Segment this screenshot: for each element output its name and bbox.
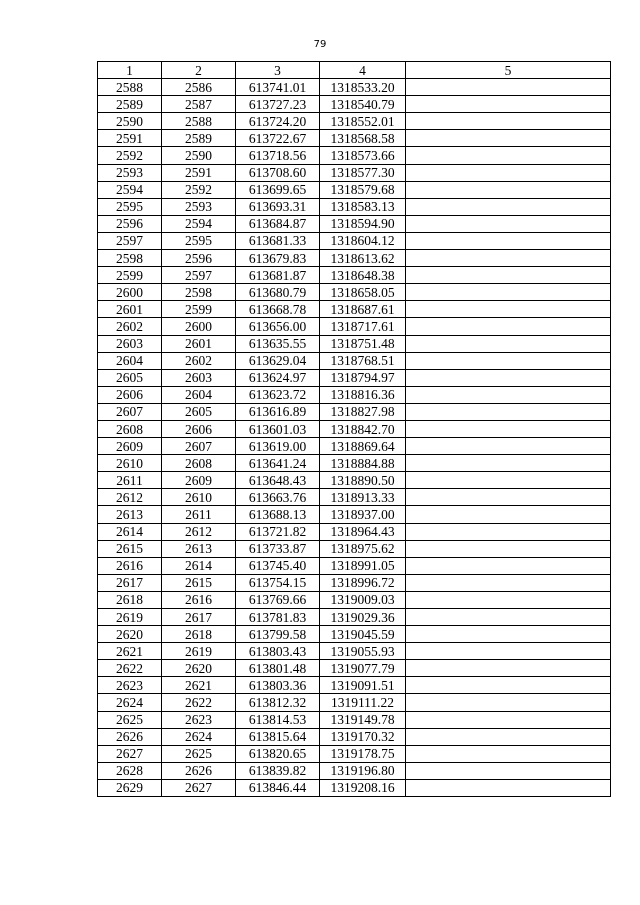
table-cell-col-1: 2599 — [98, 267, 162, 284]
table-cell-col-5 — [406, 506, 611, 523]
table-cell-col-1: 2615 — [98, 540, 162, 557]
table-row — [98, 130, 611, 147]
table-cell-col-5 — [406, 403, 611, 420]
table-cell-col-4: 1318890.50 — [320, 472, 406, 489]
table-cell-col-2: 2623 — [162, 711, 236, 728]
table-cell-col-2: 2618 — [162, 626, 236, 643]
table-row — [98, 369, 611, 386]
table-row — [98, 198, 611, 215]
table-cell-col-2: 2592 — [162, 181, 236, 198]
table-cell-col-5 — [406, 472, 611, 489]
table-row — [98, 420, 611, 437]
table-cell-col-2: 2627 — [162, 779, 236, 796]
table-cell-col-2: 2593 — [162, 198, 236, 215]
table-row — [98, 403, 611, 420]
table-cell-col-4: 1318568.58 — [320, 130, 406, 147]
table-row — [98, 557, 611, 574]
table-cell-col-5 — [406, 284, 611, 301]
table-cell-col-5 — [406, 574, 611, 591]
table-cell-col-3: 613781.83 — [236, 609, 320, 626]
table-row — [98, 660, 611, 677]
table-cell-col-1: 2602 — [98, 318, 162, 335]
table-cell-col-4: 1318687.61 — [320, 301, 406, 318]
table-row — [98, 779, 611, 796]
table-cell-col-1: 2614 — [98, 523, 162, 540]
table-cell-col-3: 613839.82 — [236, 762, 320, 779]
table-row — [98, 711, 611, 728]
table-cell-col-3: 613803.36 — [236, 677, 320, 694]
table-row — [98, 609, 611, 626]
table-cell-col-3: 613663.76 — [236, 489, 320, 506]
table-cell-col-3: 613619.00 — [236, 438, 320, 455]
table-cell-col-3: 613745.40 — [236, 557, 320, 574]
table-cell-col-5 — [406, 626, 611, 643]
table-row — [98, 506, 611, 523]
table-cell-col-3: 613624.97 — [236, 369, 320, 386]
table-cell-col-3: 613629.04 — [236, 352, 320, 369]
table-cell-col-2: 2597 — [162, 267, 236, 284]
table-cell-col-1: 2588 — [98, 79, 162, 96]
table-cell-col-2: 2619 — [162, 643, 236, 660]
table-cell-col-4: 1318579.68 — [320, 181, 406, 198]
table-cell-col-4: 1319045.59 — [320, 626, 406, 643]
table-cell-col-5 — [406, 711, 611, 728]
table-cell-col-2: 2614 — [162, 557, 236, 574]
table-row — [98, 438, 611, 455]
table-cell-col-1: 2622 — [98, 660, 162, 677]
table-cell-col-1: 2628 — [98, 762, 162, 779]
table-cell-col-2: 2616 — [162, 591, 236, 608]
table-cell-col-1: 2590 — [98, 113, 162, 130]
table-cell-col-1: 2592 — [98, 147, 162, 164]
table-cell-col-3: 613656.00 — [236, 318, 320, 335]
table-cell-col-5 — [406, 728, 611, 745]
table-cell-col-3: 613754.15 — [236, 574, 320, 591]
table-row — [98, 335, 611, 352]
table-cell-col-4: 1319196.80 — [320, 762, 406, 779]
table-cell-col-1: 2597 — [98, 232, 162, 249]
table-cell-col-4: 1318533.20 — [320, 79, 406, 96]
table-cell-col-5 — [406, 591, 611, 608]
table-row — [98, 472, 611, 489]
table-cell-col-1: 2605 — [98, 369, 162, 386]
table-cell-col-5 — [406, 386, 611, 403]
table-cell-col-4: 1318613.62 — [320, 250, 406, 267]
table-cell-col-4: 1318913.33 — [320, 489, 406, 506]
table-cell-col-2: 2610 — [162, 489, 236, 506]
table-cell-col-3: 613641.24 — [236, 455, 320, 472]
table-cell-col-4: 1319009.03 — [320, 591, 406, 608]
table-cell-col-4: 1319208.16 — [320, 779, 406, 796]
table-row — [98, 301, 611, 318]
table-cell-col-2: 2613 — [162, 540, 236, 557]
table-cell-col-1: 2617 — [98, 574, 162, 591]
table-cell-col-4: 1319170.32 — [320, 728, 406, 745]
table-cell-col-4: 1319149.78 — [320, 711, 406, 728]
table-row — [98, 489, 611, 506]
table-cell-col-1: 2594 — [98, 181, 162, 198]
table-row — [98, 96, 611, 113]
table-cell-col-2: 2624 — [162, 728, 236, 745]
table-cell-col-1: 2606 — [98, 386, 162, 403]
table-row — [98, 455, 611, 472]
table-cell-col-2: 2604 — [162, 386, 236, 403]
table-cell-col-5 — [406, 369, 611, 386]
table-cell-col-1: 2619 — [98, 609, 162, 626]
table-row — [98, 540, 611, 557]
table-cell-col-5 — [406, 540, 611, 557]
table-cell-col-1: 2616 — [98, 557, 162, 574]
table-cell-col-2: 2586 — [162, 79, 236, 96]
table-cell-col-3: 613668.78 — [236, 301, 320, 318]
table-cell-col-3: 613733.87 — [236, 540, 320, 557]
table-cell-col-4: 1318991.05 — [320, 557, 406, 574]
table-cell-col-3: 613680.79 — [236, 284, 320, 301]
table-cell-col-3: 613846.44 — [236, 779, 320, 796]
table-cell-col-3: 613679.83 — [236, 250, 320, 267]
table-cell-col-3: 613648.43 — [236, 472, 320, 489]
table-cell-col-2: 2602 — [162, 352, 236, 369]
table-cell-col-4: 1318827.98 — [320, 403, 406, 420]
table-cell-col-5 — [406, 489, 611, 506]
table-row — [98, 591, 611, 608]
table-cell-col-3: 613708.60 — [236, 164, 320, 181]
table-cell-col-5 — [406, 318, 611, 335]
table-cell-col-1: 2625 — [98, 711, 162, 728]
table-cell-col-3: 613799.58 — [236, 626, 320, 643]
table-cell-col-1: 2612 — [98, 489, 162, 506]
table-cell-col-4: 1318842.70 — [320, 420, 406, 437]
table-cell-col-5 — [406, 557, 611, 574]
table-row — [98, 181, 611, 198]
table-cell-col-5 — [406, 523, 611, 540]
table-cell-col-4: 1318964.43 — [320, 523, 406, 540]
table-header-row — [98, 62, 611, 79]
table-cell-col-1: 2629 — [98, 779, 162, 796]
table-row — [98, 677, 611, 694]
table-cell-col-3: 613684.87 — [236, 215, 320, 232]
table-cell-col-1: 2598 — [98, 250, 162, 267]
table-cell-col-1: 2603 — [98, 335, 162, 352]
table-cell-col-3: 613727.23 — [236, 96, 320, 113]
table-cell-col-2: 2599 — [162, 301, 236, 318]
table-cell-col-1: 2593 — [98, 164, 162, 181]
table-cell-col-4: 1319178.75 — [320, 745, 406, 762]
table-row — [98, 250, 611, 267]
table-cell-col-5 — [406, 113, 611, 130]
table-body — [98, 79, 611, 797]
table-cell-col-5 — [406, 335, 611, 352]
table-cell-col-2: 2600 — [162, 318, 236, 335]
table-cell-col-2: 2617 — [162, 609, 236, 626]
table-cell-col-1: 2596 — [98, 215, 162, 232]
table-cell-col-5 — [406, 250, 611, 267]
table-cell-col-5 — [406, 181, 611, 198]
table-cell-col-2: 2612 — [162, 523, 236, 540]
table-cell-col-5 — [406, 643, 611, 660]
table-cell-col-3: 613601.03 — [236, 420, 320, 437]
table-cell-col-2: 2626 — [162, 762, 236, 779]
table-row — [98, 386, 611, 403]
coordinates-table — [97, 61, 611, 797]
table-cell-col-2: 2607 — [162, 438, 236, 455]
table-row — [98, 215, 611, 232]
table-cell-col-5 — [406, 267, 611, 284]
table-row — [98, 523, 611, 540]
table-cell-col-1: 2609 — [98, 438, 162, 455]
table-cell-col-2: 2615 — [162, 574, 236, 591]
table-cell-col-4: 1319055.93 — [320, 643, 406, 660]
table-cell-col-2: 2588 — [162, 113, 236, 130]
table-cell-col-4: 1319111.22 — [320, 694, 406, 711]
table-cell-col-5 — [406, 609, 611, 626]
table-cell-col-4: 1319029.36 — [320, 609, 406, 626]
table-row — [98, 164, 611, 181]
table-cell-col-2: 2595 — [162, 232, 236, 249]
table-cell-col-1: 2601 — [98, 301, 162, 318]
table-cell-col-1: 2610 — [98, 455, 162, 472]
table-cell-col-4: 1318794.97 — [320, 369, 406, 386]
table-cell-col-1: 2604 — [98, 352, 162, 369]
table-cell-col-5 — [406, 438, 611, 455]
table-cell-col-4: 1318577.30 — [320, 164, 406, 181]
table-cell-col-4: 1318937.00 — [320, 506, 406, 523]
table-cell-col-3: 613681.87 — [236, 267, 320, 284]
table-cell-col-5 — [406, 232, 611, 249]
table-cell-col-3: 613721.82 — [236, 523, 320, 540]
table-cell-col-4: 1318594.90 — [320, 215, 406, 232]
table-cell-col-1: 2595 — [98, 198, 162, 215]
table-cell-col-3: 613688.13 — [236, 506, 320, 523]
table-cell-col-4: 1318884.88 — [320, 455, 406, 472]
table-cell-col-3: 613769.66 — [236, 591, 320, 608]
table-cell-col-4: 1318869.64 — [320, 438, 406, 455]
page-number: 79 — [313, 39, 327, 50]
table-row — [98, 643, 611, 660]
table-cell-col-5 — [406, 779, 611, 796]
table-cell-col-1: 2621 — [98, 643, 162, 660]
table-cell-col-2: 2621 — [162, 677, 236, 694]
table-cell-col-1: 2589 — [98, 96, 162, 113]
table-cell-col-2: 2601 — [162, 335, 236, 352]
column-header-5: 5 — [406, 62, 611, 79]
table-cell-col-4: 1318658.05 — [320, 284, 406, 301]
table-cell-col-1: 2613 — [98, 506, 162, 523]
table-cell-col-3: 613699.65 — [236, 181, 320, 198]
table-row — [98, 762, 611, 779]
table-cell-col-4: 1318816.36 — [320, 386, 406, 403]
table-row — [98, 352, 611, 369]
table-cell-col-1: 2620 — [98, 626, 162, 643]
table-cell-col-3: 613623.72 — [236, 386, 320, 403]
table-row — [98, 626, 611, 643]
table-cell-col-5 — [406, 130, 611, 147]
table-cell-col-2: 2589 — [162, 130, 236, 147]
table-cell-col-4: 1318768.51 — [320, 352, 406, 369]
table-cell-col-3: 613616.89 — [236, 403, 320, 420]
table-cell-col-3: 613812.32 — [236, 694, 320, 711]
table-cell-col-5 — [406, 301, 611, 318]
table-cell-col-3: 613724.20 — [236, 113, 320, 130]
table-cell-col-3: 613693.31 — [236, 198, 320, 215]
table-cell-col-1: 2600 — [98, 284, 162, 301]
table-cell-col-5 — [406, 694, 611, 711]
table-cell-col-5 — [406, 455, 611, 472]
table-cell-col-3: 613681.33 — [236, 232, 320, 249]
table-cell-col-3: 613814.53 — [236, 711, 320, 728]
table-cell-col-2: 2611 — [162, 506, 236, 523]
table-cell-col-5 — [406, 198, 611, 215]
table-cell-col-1: 2607 — [98, 403, 162, 420]
table-cell-col-4: 1319077.79 — [320, 660, 406, 677]
table-cell-col-2: 2609 — [162, 472, 236, 489]
table-row — [98, 267, 611, 284]
table-row — [98, 113, 611, 130]
table-cell-col-4: 1318975.62 — [320, 540, 406, 557]
table-cell-col-2: 2587 — [162, 96, 236, 113]
table-row — [98, 147, 611, 164]
column-header-2: 2 — [162, 62, 236, 79]
table-cell-col-2: 2608 — [162, 455, 236, 472]
table-cell-col-3: 613801.48 — [236, 660, 320, 677]
table-cell-col-5 — [406, 352, 611, 369]
table-cell-col-5 — [406, 762, 611, 779]
table-cell-col-4: 1318996.72 — [320, 574, 406, 591]
column-header-3: 3 — [236, 62, 320, 79]
table-row — [98, 728, 611, 745]
table-cell-col-2: 2625 — [162, 745, 236, 762]
table-cell-col-3: 613815.64 — [236, 728, 320, 745]
table-cell-col-5 — [406, 96, 611, 113]
table-cell-col-3: 613803.43 — [236, 643, 320, 660]
table-row — [98, 745, 611, 762]
table-cell-col-2: 2590 — [162, 147, 236, 164]
table-cell-col-2: 2622 — [162, 694, 236, 711]
table-cell-col-3: 613741.01 — [236, 79, 320, 96]
table-cell-col-5 — [406, 660, 611, 677]
table-row — [98, 318, 611, 335]
column-header-4: 4 — [320, 62, 406, 79]
table-cell-col-4: 1318552.01 — [320, 113, 406, 130]
table-cell-col-4: 1319091.51 — [320, 677, 406, 694]
table-row — [98, 574, 611, 591]
table-cell-col-2: 2594 — [162, 215, 236, 232]
table-cell-col-1: 2611 — [98, 472, 162, 489]
table-cell-col-4: 1318751.48 — [320, 335, 406, 352]
table-row — [98, 284, 611, 301]
table-cell-col-2: 2605 — [162, 403, 236, 420]
table-cell-col-2: 2603 — [162, 369, 236, 386]
table-cell-col-3: 613718.56 — [236, 147, 320, 164]
table-cell-col-2: 2606 — [162, 420, 236, 437]
table-cell-col-5 — [406, 745, 611, 762]
table-cell-col-1: 2591 — [98, 130, 162, 147]
table-cell-col-1: 2618 — [98, 591, 162, 608]
table-cell-col-5 — [406, 420, 611, 437]
table-cell-col-5 — [406, 79, 611, 96]
table-cell-col-2: 2591 — [162, 164, 236, 181]
table-cell-col-4: 1318717.61 — [320, 318, 406, 335]
table-cell-col-4: 1318604.12 — [320, 232, 406, 249]
table-row — [98, 694, 611, 711]
table-cell-col-4: 1318540.79 — [320, 96, 406, 113]
table-cell-col-2: 2598 — [162, 284, 236, 301]
table-cell-col-5 — [406, 164, 611, 181]
table-cell-col-2: 2596 — [162, 250, 236, 267]
table-row — [98, 232, 611, 249]
table-cell-col-1: 2627 — [98, 745, 162, 762]
table-cell-col-1: 2623 — [98, 677, 162, 694]
table-cell-col-5 — [406, 215, 611, 232]
table-cell-col-3: 613722.67 — [236, 130, 320, 147]
table-cell-col-5 — [406, 147, 611, 164]
column-header-1: 1 — [98, 62, 162, 79]
table-cell-col-1: 2624 — [98, 694, 162, 711]
table-cell-col-1: 2626 — [98, 728, 162, 745]
table-cell-col-3: 613820.65 — [236, 745, 320, 762]
table-cell-col-2: 2620 — [162, 660, 236, 677]
table-cell-col-4: 1318583.13 — [320, 198, 406, 215]
table-cell-col-5 — [406, 677, 611, 694]
table-cell-col-4: 1318648.38 — [320, 267, 406, 284]
table-cell-col-3: 613635.55 — [236, 335, 320, 352]
table-cell-col-4: 1318573.66 — [320, 147, 406, 164]
table-row — [98, 79, 611, 96]
table-cell-col-1: 2608 — [98, 420, 162, 437]
